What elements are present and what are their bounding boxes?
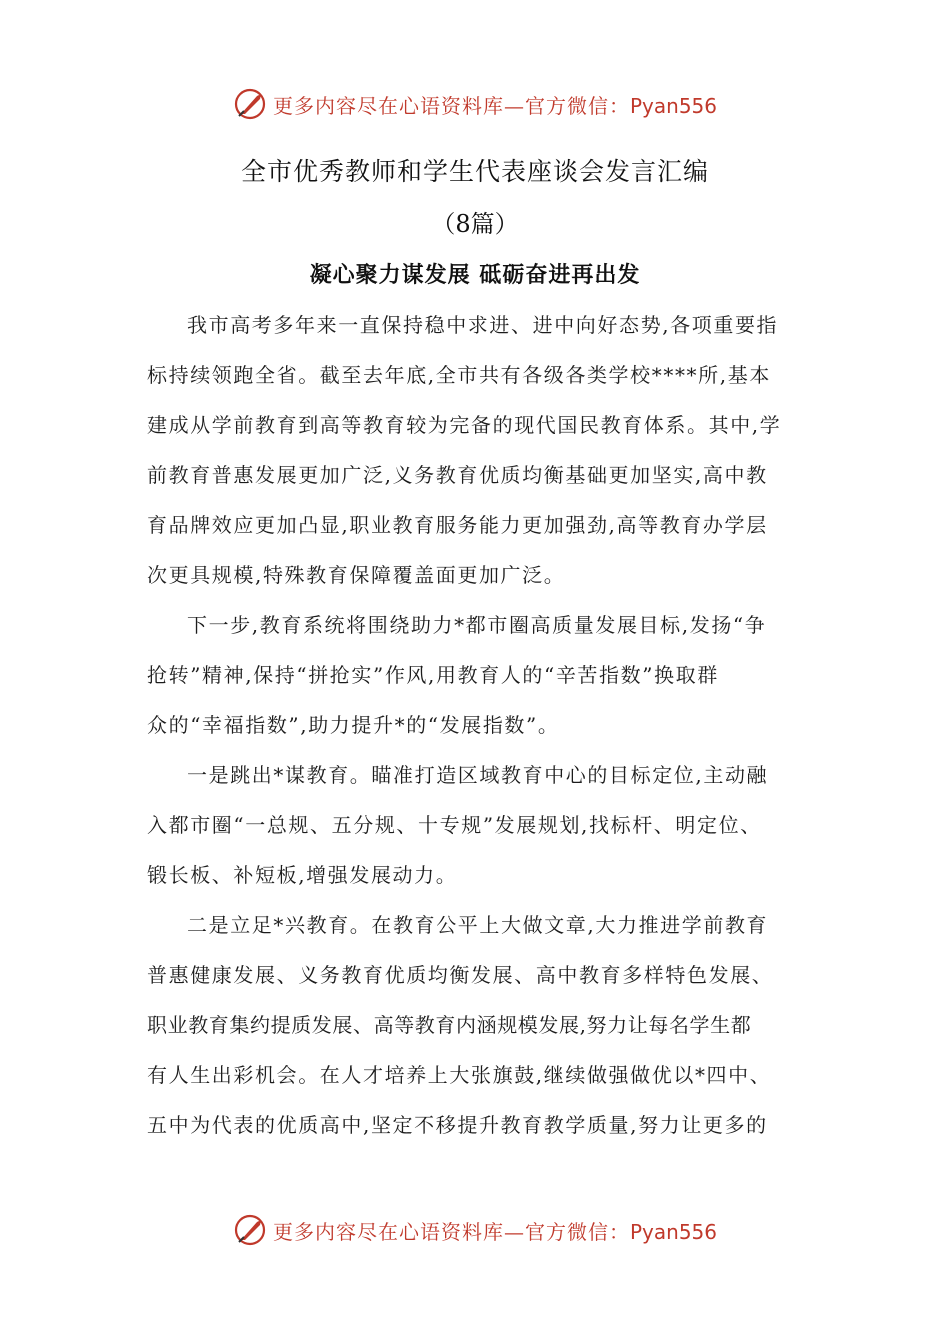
document-title: 全市优秀教师和学生代表座谈会发言汇编: [240, 157, 709, 186]
text-line: 育品牌效应更加凸显,职业教育服务能力更加强劲,高等教育办学层: [147, 513, 768, 537]
header-banner: [0, 84, 950, 124]
text-line: 抢转”精神,保持“拼抢实”作风,用教育人的“辛苦指数”换取群: [147, 663, 719, 687]
document-count: （8篇）: [431, 210, 519, 238]
text-line: 建成从学前教育到高等教育较为完备的现代国民教育体系。其中,学: [147, 413, 782, 437]
banner-text: 更多内容尽在心语资料库—官方微信：Pyan556: [272, 1219, 717, 1244]
banner-handle: Pyan556: [629, 1219, 717, 1244]
quill-logo-icon: [233, 87, 267, 121]
text-line: 职业教育集约提质发展、高等教育内涵规模发展,努力让每名学生都: [147, 1013, 752, 1037]
banner-handle: Pyan556: [629, 93, 717, 118]
section-subtitle: 凝心聚力谋发展 砥砺奋进再出发: [309, 262, 641, 288]
footer-banner: [0, 1210, 950, 1250]
text-line: 标持续领跑全省。截至去年底,全市共有各级各类学校****所,基本: [147, 363, 771, 387]
text-line: 五中为代表的优质高中,坚定不移提升教育教学质量,努力让更多的: [147, 1113, 768, 1137]
text-line: 二是立足*兴教育。在教育公平上大做文章,大力推进学前教育: [187, 913, 769, 937]
text-line: 众的“幸福指数”,助力提升*的“发展指数”。: [147, 713, 560, 737]
text-line: 入都市圈“一总规、五分规、十专规”发展规划,找标杆、明定位、: [147, 813, 762, 837]
text-line: 有人生出彩机会。在人才培养上大张旗鼓,继续做强做优以*四中、: [147, 1063, 772, 1087]
text-line: 前教育普惠发展更加广泛,义务教育优质均衡基础更加坚实,高中教: [147, 463, 768, 487]
body-text: [147, 300, 805, 1150]
text-line: 普惠健康发展、义务教育优质均衡发展、高中教育多样特色发展、: [147, 963, 774, 987]
text-line: 我市高考多年来一直保持稳中求进、进中向好态势,各项重要指: [187, 313, 779, 337]
text-line: 下一步,教育系统将围绕助力*都市圈高质量发展目标,发扬“争: [187, 613, 767, 637]
text-line: 锻长板、补短板,增强发展动力。: [147, 863, 458, 887]
text-line: 次更具规模,特殊教育保障覆盖面更加广泛。: [147, 563, 566, 587]
banner-text: 更多内容尽在心语资料库—官方微信：Pyan556: [272, 93, 717, 118]
quill-logo-icon: [233, 1213, 267, 1247]
text-line: 一是跳出*谋教育。瞄准打造区域教育中心的目标定位,主动融: [187, 763, 769, 787]
